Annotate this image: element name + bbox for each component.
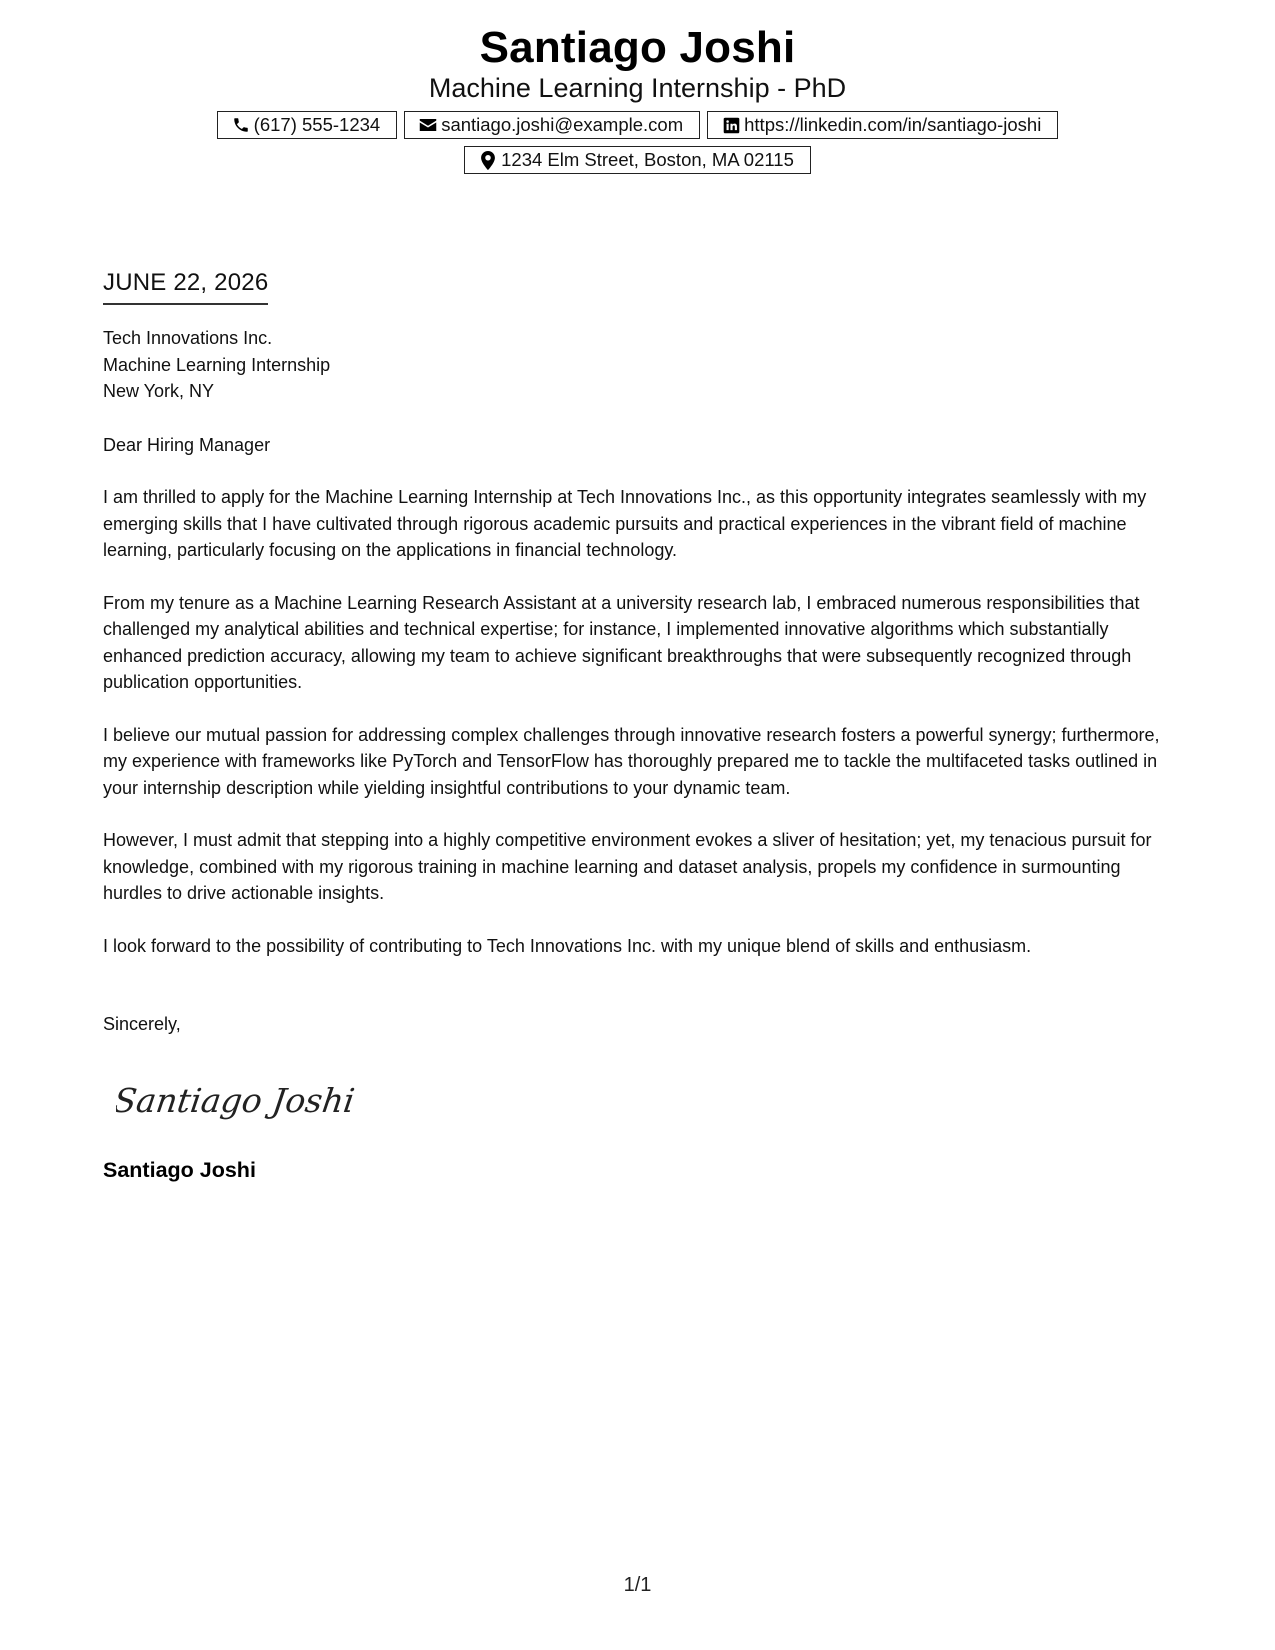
contact-address: [464, 146, 811, 174]
contact-email-text: santiago.joshi@example.com: [441, 114, 684, 135]
letter-date: JUNE 22, 2026: [103, 268, 268, 305]
signer-name: Santiago Joshi: [103, 1158, 256, 1182]
recipient-block: [103, 325, 1178, 405]
map-marker-icon: [478, 150, 498, 170]
linkedin-icon: [721, 115, 741, 135]
contact-linkedin[interactable]: [707, 111, 1058, 139]
contact-row-primary: [0, 111, 1275, 139]
body-paragraph-3: I believe our mutual passion for addressing complex challenges through innovative research fosters a powerful synergy; furthermore, my experience with frameworks like PyTorch and TensorFlow has thoroughly prepared me to tackle the multifaceted tasks outlined in your internship description while yielding insightful contributions to your dynamic team.: [103, 724, 1160, 798]
recipient-position: Machine Learning Internship: [103, 354, 331, 375]
body-paragraph-4: However, I must admit that stepping into a highly competitive environment evokes a sliver of hesitation; yet, my tenacious pursuit for knowledge, combined with my rigorous training in machine learning and dataset analysis, propels my confidence in surmounting hurdles to drive actionable insights.: [103, 830, 1152, 903]
letter-date-block: [103, 268, 268, 305]
signature-text: Santiago Joshi: [116, 1081, 356, 1120]
applicant-role: Machine Learning Internship - PhD: [428, 73, 847, 103]
body-paragraph-2: From my tenure as a Machine Learning Research Assistant at a university research lab, I embraced numerous responsibilities that challenged my analytical abilities and technical expertise; for instance, I implemented innovative algorithms which substantially enhanced prediction accuracy, allowing my team to achieve significant breakthroughs that were subsequently recognized through publication opportunities.: [103, 592, 1140, 692]
contact-email[interactable]: [404, 111, 700, 139]
recipient-location: New York, NY: [103, 381, 215, 401]
recipient-company: Tech Innovations Inc.: [103, 328, 273, 348]
body-paragraph-5: I look forward to the possibility of contributing to Tech Innovations Inc. with my unique blend of skills and enthusiasm.: [103, 935, 1032, 956]
greeting: Dear Hiring Manager: [103, 434, 271, 455]
contact-linkedin-text: https://linkedin.com/in/santiago-joshi: [744, 114, 1042, 135]
contact-phone[interactable]: [217, 111, 398, 139]
closing: Sincerely,: [103, 1014, 181, 1034]
contact-address-text: 1234 Elm Street, Boston, MA 02115: [501, 149, 794, 170]
handwritten-signature: [116, 1072, 356, 1137]
letter-header: [0, 22, 1275, 174]
body-paragraph-1: I am thrilled to apply for the Machine Learning Internship at Tech Innovations Inc., as this opportunity integrates seamlessly with my emerging skills that I have cultivated through rigorous academic pursuits and practical experiences in the vibrant field of machine learning, particularly focusing on the applications in financial technology.: [103, 487, 1147, 560]
envelope-icon: [418, 115, 438, 135]
contact-phone-text: (617) 555-1234: [253, 114, 381, 135]
page-number: 1/1: [623, 1574, 652, 1596]
applicant-name: Santiago Joshi: [479, 23, 796, 72]
contact-row-secondary: [0, 146, 1275, 174]
phone-icon: [231, 115, 251, 135]
letter-body: [103, 325, 1178, 1038]
